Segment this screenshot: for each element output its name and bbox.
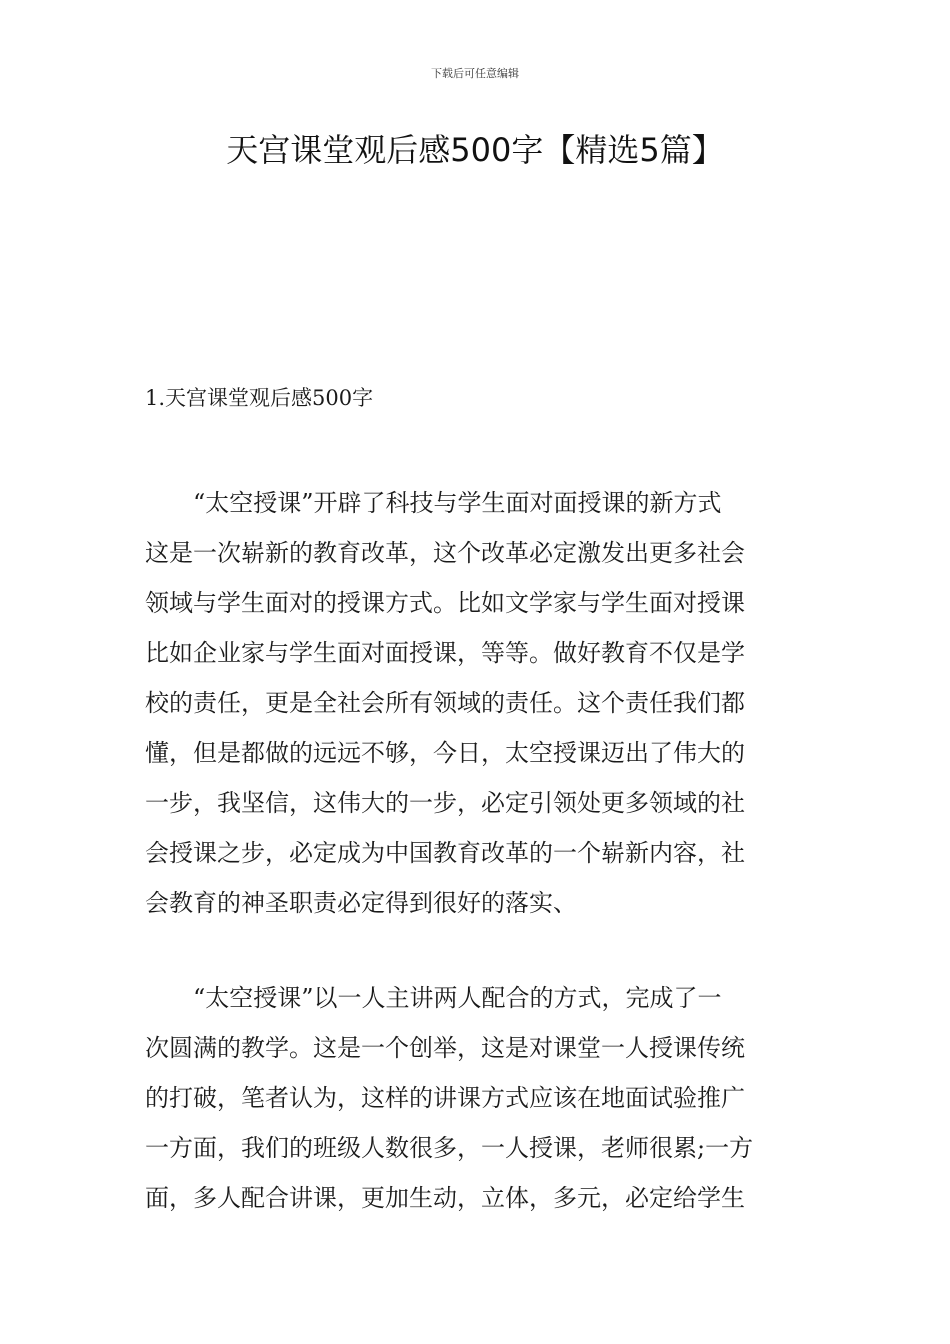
paragraph-line: 领域与学生面对的授课方式。比如文学家与学生面对授课 — [145, 589, 745, 617]
header-note: 下载后可任意编辑 — [431, 67, 519, 80]
paragraph-line: 会教育的神圣职责必定得到很好的落实、 — [145, 889, 577, 917]
paragraph-line: “太空授课”以一人主讲两人配合的方式，完成了一 — [145, 984, 722, 1012]
paragraph-line: 次圆满的教学。这是一个创举，这是对课堂一人授课传统 — [145, 1034, 745, 1062]
paragraph-line: “太空授课”开辟了科技与学生面对面授课的新方式 — [145, 489, 722, 517]
paragraph-1 — [145, 478, 810, 928]
paragraph-line: 的打破，笔者认为，这样的讲课方式应该在地面试验推广 — [145, 1084, 745, 1112]
paragraph-line: 懂，但是都做的远远不够，今日，太空授课迈出了伟大的 — [145, 739, 745, 767]
paragraph-line: 这是一次崭新的教育改革，这个改革必定激发出更多社会 — [145, 539, 745, 567]
paragraph-line: 校的责任，更是全社会所有领域的责任。这个责任我们都 — [145, 689, 745, 717]
section-heading: 1.天宫课堂观后感500字 — [145, 386, 374, 410]
paragraph-line: 一方面，我们的班级人数很多，一人授课，老师很累;一方 — [145, 1134, 754, 1162]
paragraph-2 — [145, 973, 810, 1223]
paragraph-line: 比如企业家与学生面对面授课，等等。做好教育不仅是学 — [145, 639, 745, 667]
document-title: 天宫课堂观后感500字【精选5篇】 — [226, 131, 724, 169]
paragraph-line: 面，多人配合讲课，更加生动，立体，多元，必定给学生 — [145, 1184, 745, 1212]
paragraph-line: 会授课之步，必定成为中国教育改革的一个崭新内容，社 — [145, 839, 745, 867]
paragraph-line: 一步，我坚信，这伟大的一步，必定引领处更多领域的社 — [145, 789, 745, 817]
